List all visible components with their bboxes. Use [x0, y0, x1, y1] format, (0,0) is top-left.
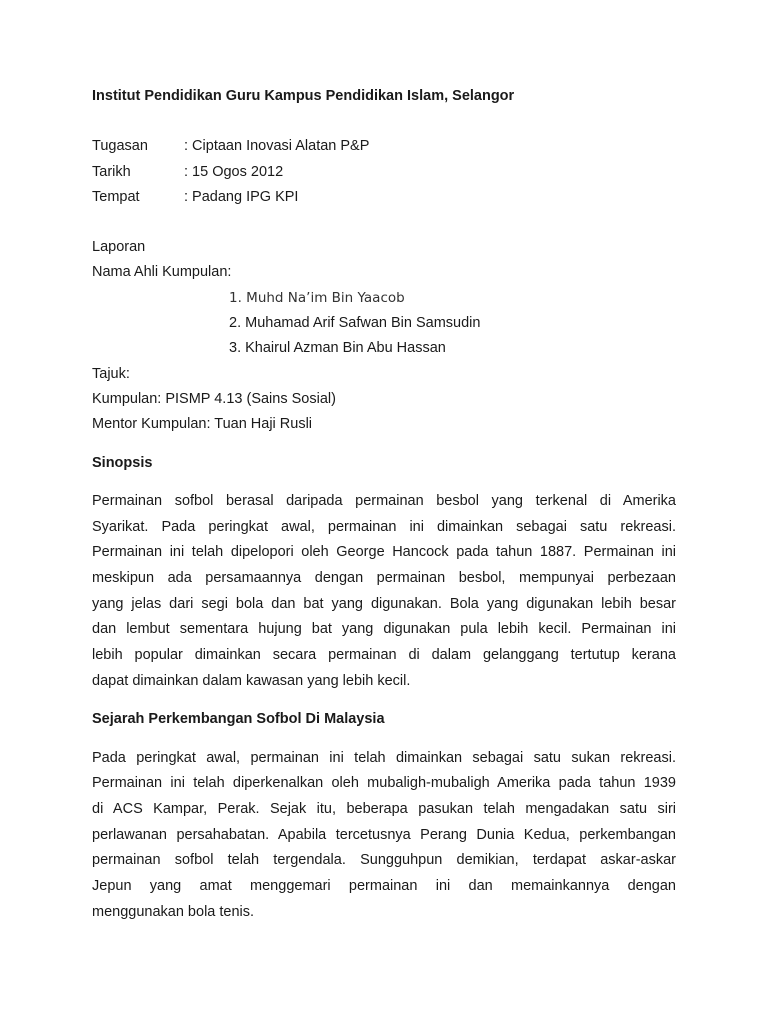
- tajuk-label: Tajuk:: [92, 365, 130, 382]
- paragraph-line: Pada peringkat awal, permainan ini telah dimainkan sebagai satu sukan rekreasi.: [92, 749, 676, 766]
- kumpulan-line: Kumpulan: PISMP 4.13 (Sains Sosial): [92, 390, 336, 407]
- paragraph-line: perlawanan persahabatan. Apabila tercetusnya Perang Dunia Kedua, perkembangan: [92, 826, 676, 843]
- paragraph-line: Jepun yang amat menggemari permainan ini dan memainkannya dengan: [92, 878, 676, 895]
- info-label: Tugasan: [92, 138, 148, 155]
- paragraph-line: dan lembut sementara hujung bat yang digunakan pula lebih kecil. Permainan ini: [92, 621, 676, 638]
- members-label: Nama Ahli Kumpulan:: [92, 264, 232, 281]
- info-value: : Ciptaan Inovasi Alatan P&P: [184, 138, 370, 155]
- info-label: Tempat: [92, 188, 140, 205]
- spacer: [92, 109, 676, 134]
- member-item: 3. Khairul Azman Bin Abu Hassan: [229, 340, 446, 357]
- paragraph-line: Syarikat. Pada peringkat awal, permainan ini dimainkan sebagai satu rekreasi.: [92, 518, 676, 535]
- sinopsis-paragraph: [92, 489, 676, 695]
- spacer: [92, 733, 676, 746]
- document-page: [92, 84, 676, 925]
- info-row-tempat: [92, 185, 676, 210]
- spacer: [92, 438, 676, 451]
- paragraph-line: permainan sofbol telah tergendala. Sungguhpun demikian, terdapat askar-askar: [92, 852, 676, 869]
- info-row-tarikh: [92, 160, 676, 185]
- info-row-tugasan: [92, 134, 676, 159]
- sejarah-paragraph: [92, 746, 676, 926]
- paragraph-line: yang jelas dari segi bola dan bat yang digunakan. Bola yang digunakan lebih besar: [92, 595, 676, 612]
- paragraph-line: Permainan ini telah diperkenalkan oleh mubaligh-mubaligh Amerika pada tahun 1939: [92, 775, 676, 792]
- spacer: [92, 476, 676, 489]
- paragraph-line: di ACS Kampar, Perak. Sejak itu, beberapa pasukan telah mengadakan satu siri: [92, 801, 676, 818]
- info-label: Tarikh: [92, 163, 131, 180]
- spacer: [92, 694, 676, 707]
- paragraph-line: dapat dimainkan dalam kawasan yang lebih kecil.: [92, 672, 411, 689]
- sejarah-heading: Sejarah Perkembangan Sofbol Di Malaysia: [92, 711, 385, 728]
- paragraph-line: lebih popular dimainkan secara permainan di dalam gelanggang tertutup kerana: [92, 646, 676, 663]
- paragraph-line: Permainan ini telah dipelopori oleh George Hancock pada tahun 1887. Permainan ini: [92, 544, 676, 561]
- laporan-label: Laporan: [92, 239, 146, 256]
- paragraph-line: meskipun ada persamaannya dengan permainan besbol, mempunyai perbezaan: [92, 569, 676, 586]
- report-block: [92, 235, 676, 437]
- mentor-line: Mentor Kumpulan: Tuan Haji Rusli: [92, 416, 313, 433]
- spacer: [92, 210, 676, 235]
- info-value: : Padang IPG KPI: [184, 188, 299, 205]
- member-item: 2. Muhamad Arif Safwan Bin Samsudin: [229, 315, 481, 332]
- paragraph-line: Permainan sofbol berasal daripada permainan besbol yang terkenal di Amerika: [92, 492, 676, 509]
- sinopsis-heading: Sinopsis: [92, 454, 153, 471]
- institute-title: Institut Pendidikan Guru Kampus Pendidikan Islam, Selangor: [92, 88, 515, 104]
- info-block: [92, 134, 676, 210]
- paragraph-line: menggunakan bola tenis.: [92, 903, 255, 920]
- member-item: 1. Muhd Na’im Bin Yaacob: [229, 289, 405, 306]
- info-value: : 15 Ogos 2012: [184, 163, 284, 180]
